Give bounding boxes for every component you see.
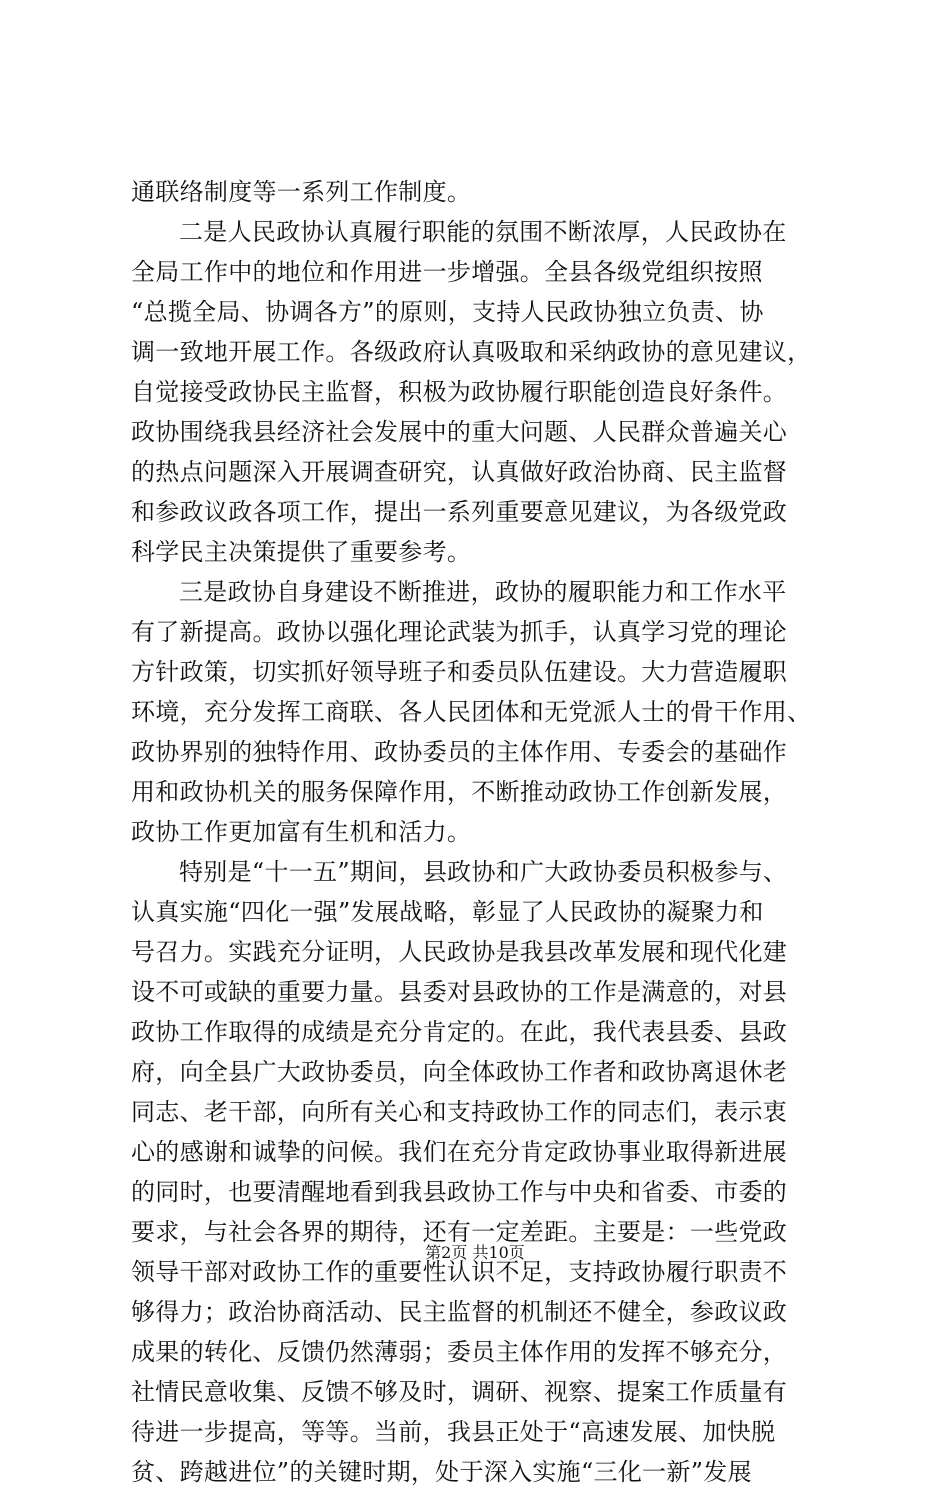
text-line: 和参政议政各项工作，提出一系列重要意见建议，为各级党政 — [131, 498, 788, 526]
text-line: 科学民主决策提供了重要参考。 — [131, 538, 472, 566]
text-line: 成果的转化、反馈仍然薄弱；委员主体作用的发挥不够充分， — [131, 1338, 788, 1366]
text-line: 自觉接受政协民主监督，积极为政协履行职能创造良好条件。 — [131, 378, 788, 406]
text-line: 特别是“十一五”期间，县政协和广大政协委员积极参与、 — [179, 858, 788, 886]
text-line: 贫、跨越进位”的关键时期，处于深入实施“三化一新”发展 — [131, 1458, 752, 1486]
text-line: 够得力；政治协商活动、民主监督的机制还不健全，参政议政 — [131, 1298, 788, 1326]
text-line: 设不可或缺的重要力量。县委对县政协的工作是满意的，对县 — [131, 978, 788, 1006]
text-line: 政协围绕我县经济社会发展中的重大问题、人民群众普遍关心 — [131, 418, 788, 446]
text-line: 认真实施“四化一强”发展战略，彰显了人民政协的凝聚力和 — [131, 898, 764, 926]
text-line: 社情民意收集、反馈不够及时，调研、视察、提案工作质量有 — [131, 1378, 788, 1406]
text-line: 的热点问题深入开展调查研究，认真做好政治协商、民主监督 — [131, 458, 788, 486]
text-line: 领导干部对政协工作的重要性认识不足，支持政协履行职责不 — [131, 1258, 788, 1286]
text-line: 心的感谢和诚挚的问候。我们在充分肯定政协事业取得新进展 — [131, 1138, 788, 1166]
text-line: 的同时，也要清醒地看到我县政协工作与中央和省委、市委的 — [131, 1178, 788, 1206]
text-line: 同志、老干部，向所有关心和支持政协工作的同志们，表示衷 — [131, 1098, 788, 1126]
text-line: 府，向全县广大政协委员，向全体政协工作者和政协离退休老 — [131, 1058, 788, 1086]
text-line: 待进一步提高，等等。当前，我县正处于“高速发展、加快脱 — [131, 1418, 776, 1446]
text-line: 方针政策，切实抓好领导班子和委员队伍建设。大力营造履职 — [131, 658, 788, 686]
page-number-footer: 第2页 共10页 — [425, 1243, 525, 1262]
document-body — [131, 172, 831, 1492]
text-line: 全局工作中的地位和作用进一步增强。全县各级党组织按照 — [131, 258, 763, 286]
text-line: 二是人民政协认真履行职能的氛围不断浓厚，人民政协在 — [179, 218, 787, 246]
text-line: 环境，充分发挥工商联、各人民团体和无党派人士的骨干作用、 — [131, 698, 812, 726]
text-line: 调一致地开展工作。各级政府认真吸取和采纳政协的意见建议， — [131, 338, 812, 366]
text-line: 要求，与社会各界的期待，还有一定差距。主要是：一些党政 — [131, 1218, 788, 1246]
text-line: 政协工作取得的成绩是充分肯定的。在此，我代表县委、县政 — [131, 1018, 788, 1046]
text-line: 有了新提高。政协以强化理论武装为抓手，认真学习党的理论 — [131, 618, 788, 646]
text-line: 政协界别的独特作用、政协委员的主体作用、专委会的基础作 — [131, 738, 788, 766]
text-line: 三是政协自身建设不断推进，政协的履职能力和工作水平 — [179, 578, 787, 606]
text-line: 用和政协机关的服务保障作用，不断推动政协工作创新发展， — [131, 778, 788, 806]
text-line: 号召力。实践充分证明，人民政协是我县改革发展和现代化建 — [131, 938, 788, 966]
text-line: 政协工作更加富有生机和活力。 — [131, 818, 472, 846]
text-line: 通联络制度等一系列工作制度。 — [131, 178, 472, 206]
text-line: “总揽全局、协调各方”的原则，支持人民政协独立负责、协 — [131, 298, 764, 326]
